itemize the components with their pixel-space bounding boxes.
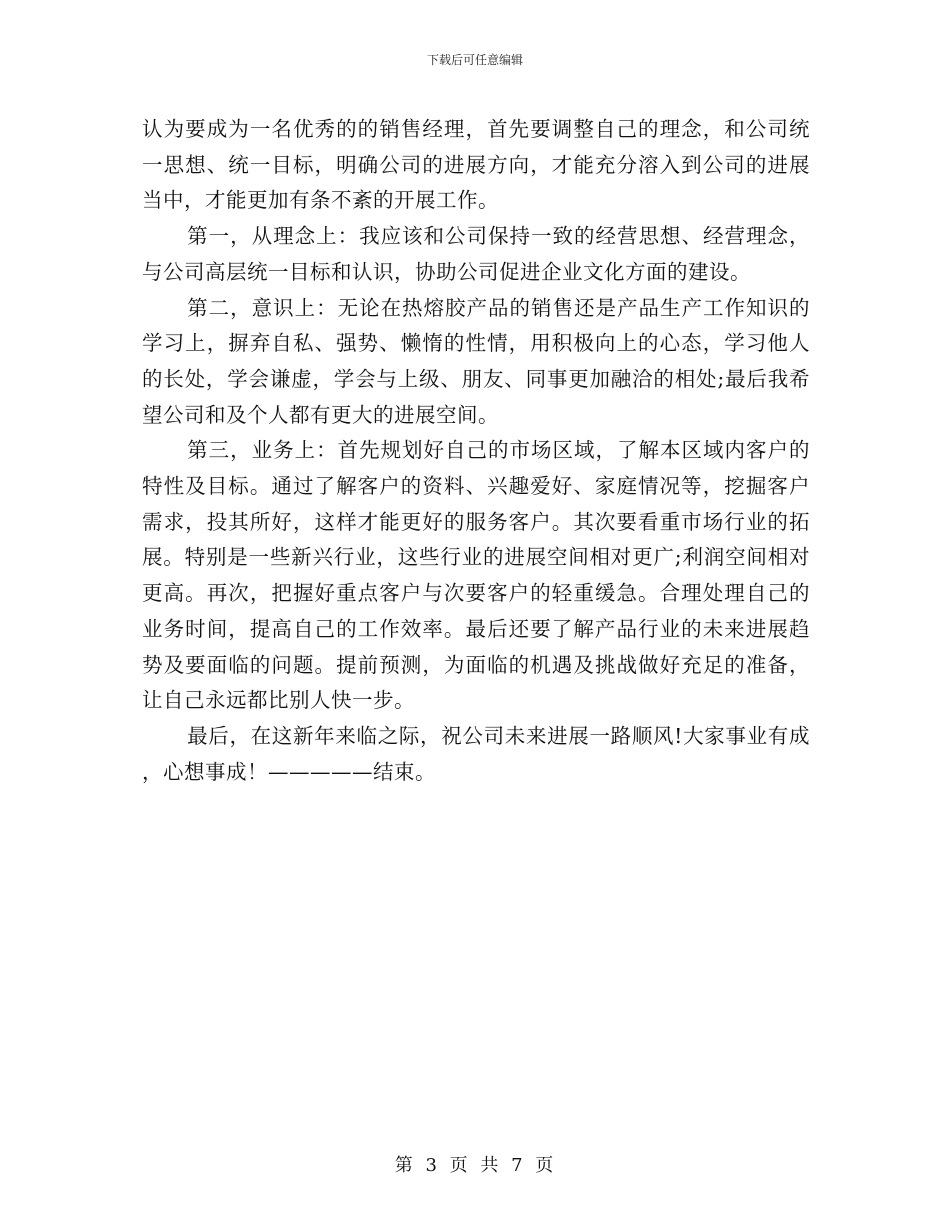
body-paragraph-closing: 最后，在这新年来临之际，祝公司未来进展一路顺风!大家事业有成，心想事成！—————结束。 [142, 723, 810, 784]
body-paragraph-intro: 认为要成为一名优秀的的销售经理，首先要调整自己的理念，和公司统一思想、统一目标，明确公司的进展方向，才能充分溶入到公司的进展当中，才能更加有条不紊的开展工作。 [142, 117, 810, 213]
body-paragraph-second: 第二，意识上：无论在热熔胶产品的销售还是产品生产工作知识的学习上，摒弃自私、强势、懒惰的性情，用积极向上的心态，学习他人的长处，学会谦虚，学会与上级、朋友、同事更加融洽的相处;最后我希望公司和及个人都有更大的进展空间。 [142, 295, 810, 427]
body-paragraph-third: 第三，业务上：首先规划好自己的市场区域，了解本区域内客户的特性及目标。通过了解客户的资料、兴趣爱好、家庭情况等，挖掘客户需求，投其所好，这样才能更好的服务客户。其次要看重市场行业的拓展。特别是一些新兴行业，这些行业的进展空间相对更广;利润空间相对更高。再次，把握好重点客户与次要客户的轻重缓急。合理处理自己的业务时间，提高自己的工作效率。最后还要了解产品行业的未来进展趋势及要面临的问题。提前预测，为面临的机遇及挑战做好充足的准备，让自己永远都比别人快一步。 [142, 438, 810, 713]
page-number: 第 3 页 共 7 页 [394, 1155, 556, 1176]
page-header-note: 下载后可任意编辑 [426, 53, 523, 67]
document-body [142, 112, 810, 790]
body-paragraph-first: 第一，从理念上：我应该和公司保持一致的经营思想、经营理念，与公司高层统一目标和认识，协助公司促进企业文化方面的建设。 [142, 224, 810, 284]
